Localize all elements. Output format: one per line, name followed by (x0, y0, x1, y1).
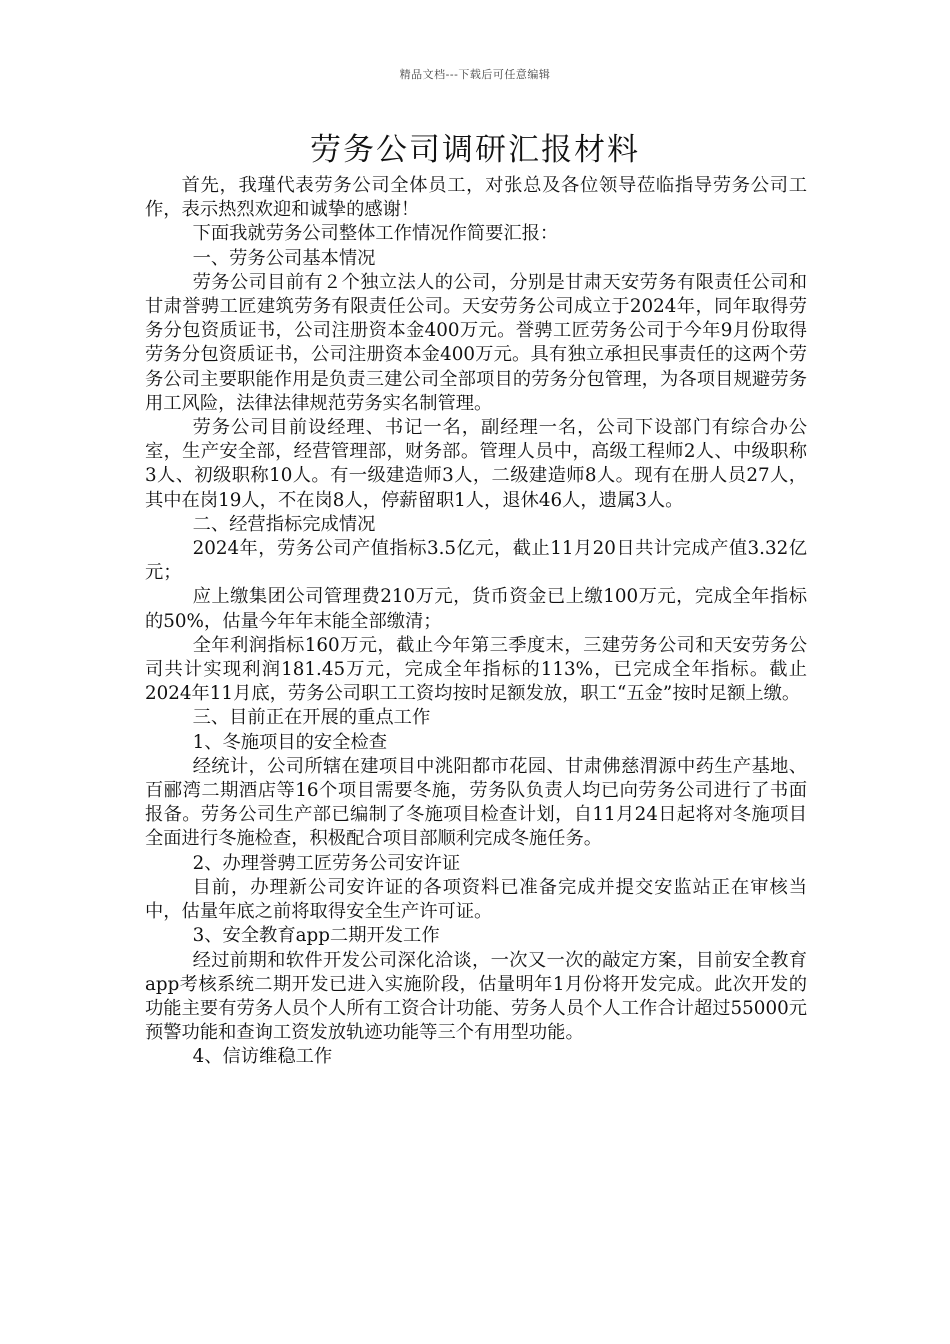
document-title: 劳务公司调研汇报材料 (310, 132, 640, 168)
paragraph: 经过前期和软件开发公司深化洽谈，一次又一次的敲定方案，目前安全教育app考核系统二期开发已进入实施阶段，估量明年1月份将开发完成。此次开发的功能主要有劳务人员个人所有工资合计功能、劳务人员个人工作合计超过55000元预警功能和查询工资发放轨迹功能等三个有用型功能。 (145, 949, 807, 1044)
paragraph-lead: 下面我就劳务公司整体工作情况作简要汇报： (192, 223, 559, 245)
paragraph-intro: 首先，我瑾代表劳务公司全体员工，对张总及各位领导莅临指导劳务公司工作，表示热烈欢迎和诚挚的感谢！ (145, 175, 807, 221)
paragraph: 2024年，劳务公司产值指标3.5亿元，截止11月20日共计完成产值3.32亿元； (145, 538, 807, 584)
header-note: 精品文档---下载后可任意编辑 (399, 68, 551, 81)
section-heading-3: 三、目前正在开展的重点工作 (192, 707, 431, 729)
paragraph: 劳务公司目前有２个独立法人的公司，分别是甘肃天安劳务有限责任公司和甘肃誉骋工匠建筑劳务有限责任公司。天安劳务公司成立于2024年，同年取得劳务分包资质证书，公司注册资本金400万元。誉骋工匠劳务公司于今年9月份取得劳务分包资质证书，公司注册资本金400万元。具有独立承担民事责任的这两个劳务公司主要职能作用是负责三建公司全部项目的劳务分包管理，为各项目规避劳务用工风险，法律法律规范劳务实名制管理。 (145, 271, 807, 414)
paragraph: 经统计，公司所辖在建项目中洮阳都市花园、甘肃佛慈渭源中药生产基地、百郦湾二期酒店等16个项目需要冬施，劳务队负责人均已向劳务公司进行了书面报备。劳务公司生产部已编制了冬施项目检查计划，自11月24日起将对冬施项目全面进行冬施检查，积极配合项目部顺利完成冬施任务。 (145, 755, 807, 850)
section-heading-1: 一、劳务公司基本情况 (192, 247, 376, 269)
document-body (145, 174, 807, 1070)
paragraph: 劳务公司目前设经理、书记一名，副经理一名，公司下设部门有综合办公室，生产安全部，经营管理部，财务部。管理人员中，高级工程师2人、中级职称3人、初级职称10人。有一级建造师3人，二级建造师8人。现有在册人员27人，其中在岗19人，不在岗8人，停薪留职1人，退休46人，遗属3人。 (145, 417, 807, 511)
subheading-1: 1、冬施项目的安全检查 (192, 731, 388, 753)
subheading-2: 2、办理誉骋工匠劳务公司安许证 (192, 852, 461, 874)
paragraph: 应上缴集团公司管理费210万元，货币资金已上缴100万元，完成全年指标的50%，估量今年年末能全部缴清； (145, 586, 807, 632)
section-heading-2: 二、经营指标完成情况 (192, 513, 376, 535)
paragraph: 全年利润指标160万元，截止今年第三季度末，三建劳务公司和天安劳务公司共计实现利润181.45万元，完成全年指标的113%，已完成全年指标。截止2024年11月底，劳务公司职工工资均按时足额发放，职工“五金”按时足额上缴。 (145, 634, 807, 705)
subheading-3: 3、安全教育app二期开发工作 (192, 925, 440, 947)
subheading-4: 4、信访维稳工作 (192, 1046, 333, 1068)
paragraph: 目前，办理新公司安许证的各项资料已准备完成并提交安监站正在审核当中，估量年底之前将取得安全生产许可证。 (145, 876, 807, 923)
